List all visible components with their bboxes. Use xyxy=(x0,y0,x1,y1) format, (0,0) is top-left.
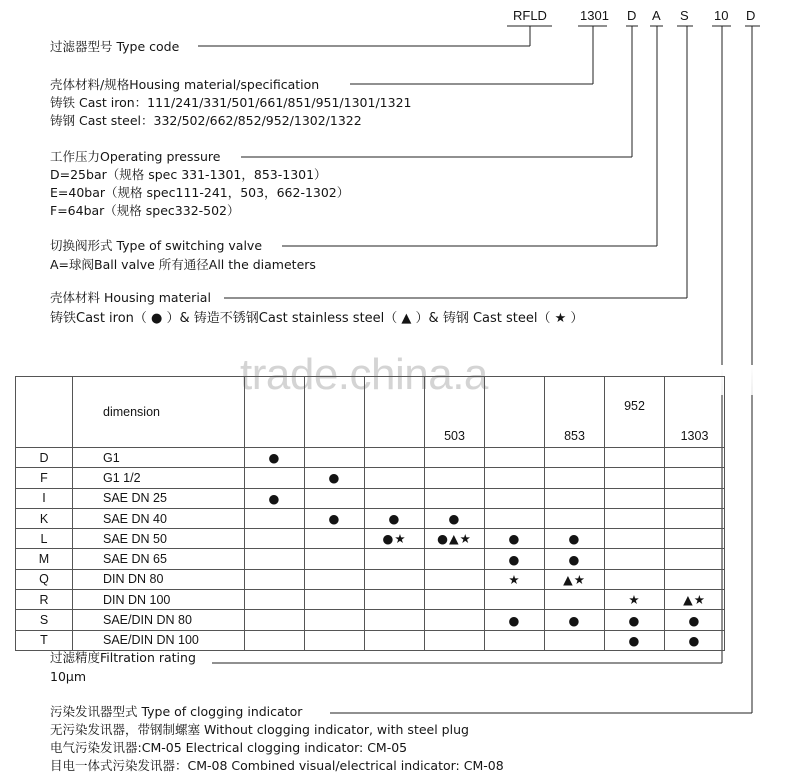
availability-cell xyxy=(425,549,485,569)
filtration-value: 10μm xyxy=(50,669,87,684)
valve-a: A=球阀Ball valve 所有通径All the diameters xyxy=(50,257,316,272)
row-code: F xyxy=(16,468,73,488)
housing-spec-label: 壳体材料/规格Housing material/specification xyxy=(50,77,320,92)
availability-cell xyxy=(545,590,605,610)
availability-cell: ●▲★ xyxy=(425,529,485,549)
header-size: 853 xyxy=(545,377,605,448)
availability-cell xyxy=(305,569,365,589)
availability-cell xyxy=(425,448,485,468)
pressure-d: D=25bar（规格 spec 331-1301，853-1301） xyxy=(50,167,327,182)
table-row xyxy=(16,630,725,650)
row-dimension: SAE DN 40 xyxy=(73,508,245,528)
availability-cell: ● xyxy=(605,630,665,650)
availability-cell xyxy=(545,488,605,508)
availability-cell xyxy=(425,610,485,630)
table-header-row xyxy=(16,377,725,448)
code-indicator: D xyxy=(746,8,756,23)
availability-cell xyxy=(365,630,425,650)
row-code: M xyxy=(16,549,73,569)
header-size: 1303 xyxy=(665,377,725,448)
header-size: 952 xyxy=(605,377,665,448)
row-code: D xyxy=(16,448,73,468)
code-filtration: 10 xyxy=(714,8,729,23)
availability-cell: ● xyxy=(425,508,485,528)
cast-iron-line: 铸铁 Cast iron：111/241/331/501/661/851/951/1301/1321 xyxy=(50,95,412,110)
availability-cell xyxy=(305,610,365,630)
material-label: 壳体材料 Housing material xyxy=(50,290,211,305)
availability-cell: ● xyxy=(545,549,605,569)
availability-cell xyxy=(605,468,665,488)
availability-cell: ● xyxy=(365,508,425,528)
filtration-label: 过滤精度Filtration rating xyxy=(50,650,196,665)
row-dimension: SAE DN 65 xyxy=(73,549,245,569)
code-series: RFLD xyxy=(513,8,547,23)
availability-cell xyxy=(425,630,485,650)
availability-cell xyxy=(665,569,725,589)
availability-cell xyxy=(365,549,425,569)
availability-cell xyxy=(485,488,545,508)
availability-cell xyxy=(425,468,485,488)
row-code: R xyxy=(16,590,73,610)
availability-cell xyxy=(305,549,365,569)
code-size: 1301 xyxy=(580,8,609,23)
availability-cell xyxy=(305,529,365,549)
availability-cell xyxy=(545,630,605,650)
row-dimension: DIN DN 80 xyxy=(73,569,245,589)
pressure-label: 工作压力Operating pressure xyxy=(50,149,221,164)
code-valve: A xyxy=(652,8,661,23)
header-size: 503 xyxy=(425,377,485,448)
availability-cell xyxy=(305,488,365,508)
availability-cell xyxy=(365,569,425,589)
availability-cell xyxy=(485,468,545,488)
availability-cell: ▲★ xyxy=(665,590,725,610)
watermark: trade.china.a xyxy=(240,350,488,399)
availability-cell xyxy=(485,630,545,650)
clogging-label: 污染发讯器型式 Type of clogging indicator xyxy=(50,704,303,719)
availability-cell xyxy=(665,508,725,528)
material-line: 铸铁Cast iron（ ● ）& 铸造不锈钢Cast stainless steel（ ▲ ）& 铸钢 Cast steel（ ★ ） xyxy=(50,311,584,326)
availability-cell: ● xyxy=(485,529,545,549)
type-code-label: 过滤器型号 Type code xyxy=(50,39,180,54)
table-row xyxy=(16,610,725,630)
availability-cell xyxy=(245,590,305,610)
availability-cell xyxy=(365,488,425,508)
availability-cell xyxy=(365,590,425,610)
availability-cell xyxy=(485,590,545,610)
availability-cell xyxy=(605,448,665,468)
availability-cell: ● xyxy=(665,630,725,650)
table-row xyxy=(16,569,725,589)
row-dimension: G1 xyxy=(73,448,245,468)
row-dimension: DIN DN 100 xyxy=(73,590,245,610)
row-code: S xyxy=(16,610,73,630)
availability-cell: ●★ xyxy=(365,529,425,549)
clogging-electrical: 电气污染发讯器:CM-05 Electrical clogging indicator: CM-05 xyxy=(50,740,408,755)
dimension-table xyxy=(15,376,725,651)
availability-cell xyxy=(605,549,665,569)
availability-cell xyxy=(365,448,425,468)
availability-cell xyxy=(365,468,425,488)
availability-cell xyxy=(665,468,725,488)
availability-cell: ● xyxy=(305,468,365,488)
availability-cell: ● xyxy=(605,610,665,630)
availability-cell xyxy=(245,610,305,630)
availability-cell: ● xyxy=(545,610,605,630)
table-row xyxy=(16,508,725,528)
table-row xyxy=(16,468,725,488)
code-pressure: D xyxy=(627,8,637,23)
availability-cell xyxy=(605,508,665,528)
availability-cell xyxy=(305,630,365,650)
row-code: L xyxy=(16,529,73,549)
availability-cell: ● xyxy=(545,529,605,549)
availability-cell: ★ xyxy=(605,590,665,610)
availability-cell xyxy=(665,488,725,508)
availability-cell xyxy=(305,448,365,468)
row-dimension: SAE DN 50 xyxy=(73,529,245,549)
row-dimension: SAE DN 25 xyxy=(73,488,245,508)
pressure-e: E=40bar（规格 spec111-241，503，662-1302） xyxy=(50,185,350,200)
availability-cell: ● xyxy=(485,610,545,630)
availability-cell: ● xyxy=(245,488,305,508)
availability-cell xyxy=(245,529,305,549)
availability-cell xyxy=(245,569,305,589)
availability-cell xyxy=(485,448,545,468)
availability-cell xyxy=(605,569,665,589)
availability-cell xyxy=(665,448,725,468)
availability-cell xyxy=(245,468,305,488)
availability-cell: ● xyxy=(485,549,545,569)
header-size xyxy=(305,377,365,448)
table-row xyxy=(16,549,725,569)
availability-cell xyxy=(605,488,665,508)
row-dimension: SAE/DIN DN 80 xyxy=(73,610,245,630)
table-row xyxy=(16,529,725,549)
availability-cell: ★ xyxy=(485,569,545,589)
row-dimension: SAE/DIN DN 100 xyxy=(73,630,245,650)
availability-cell xyxy=(425,569,485,589)
availability-cell xyxy=(245,508,305,528)
availability-cell xyxy=(365,610,425,630)
availability-cell xyxy=(425,590,485,610)
availability-cell: ● xyxy=(665,610,725,630)
header-size xyxy=(245,377,305,448)
availability-cell xyxy=(245,549,305,569)
availability-cell xyxy=(245,630,305,650)
availability-cell xyxy=(605,529,665,549)
availability-cell xyxy=(305,590,365,610)
row-code: K xyxy=(16,508,73,528)
pressure-f: F=64bar（规格 spec332-502） xyxy=(50,203,240,218)
header-size xyxy=(485,377,545,448)
availability-cell xyxy=(545,448,605,468)
table-row xyxy=(16,488,725,508)
clogging-none: 无污染发讯器，带钢制螺塞 Without clogging indicator, with steel plug xyxy=(50,722,469,737)
availability-cell xyxy=(485,508,545,528)
row-code: I xyxy=(16,488,73,508)
availability-cell xyxy=(545,468,605,488)
availability-cell xyxy=(545,508,605,528)
header-dimension: dimension xyxy=(73,377,245,448)
row-code: T xyxy=(16,630,73,650)
code-material: S xyxy=(680,8,689,23)
availability-cell xyxy=(665,549,725,569)
availability-cell xyxy=(425,488,485,508)
header-size xyxy=(365,377,425,448)
table-row xyxy=(16,590,725,610)
availability-cell: ▲★ xyxy=(545,569,605,589)
availability-cell: ● xyxy=(245,448,305,468)
row-dimension: G1 1/2 xyxy=(73,468,245,488)
cast-steel-line: 铸钢 Cast steel：332/502/662/852/952/1302/1322 xyxy=(50,113,362,128)
availability-cell: ● xyxy=(305,508,365,528)
row-code: Q xyxy=(16,569,73,589)
table-row xyxy=(16,448,725,468)
header-code xyxy=(16,377,73,448)
valve-label: 切换阀形式 Type of switching valve xyxy=(50,238,263,253)
clogging-combined: 目电一体式污染发讯器：CM-08 Combined visual/electrical indicator: CM-08 xyxy=(50,758,504,773)
availability-cell xyxy=(665,529,725,549)
